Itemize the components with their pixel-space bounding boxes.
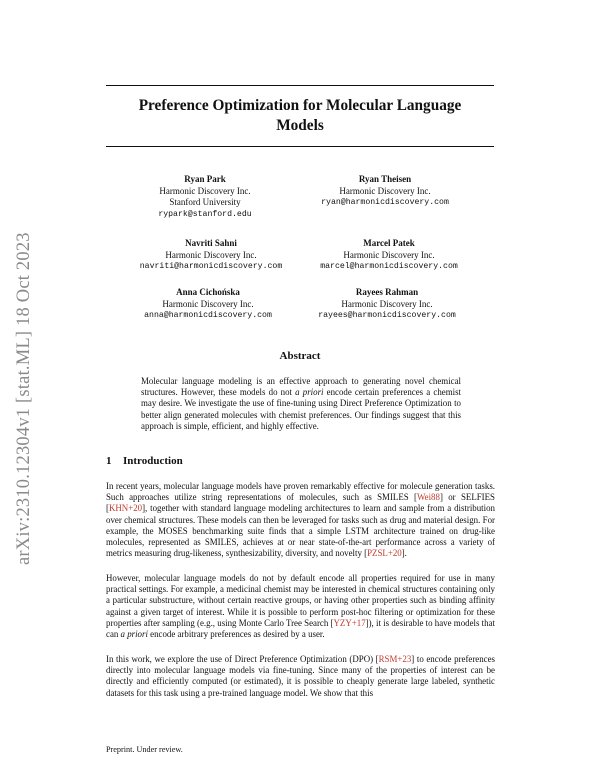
author-name: Ryan Theisen: [358, 174, 412, 184]
emphasis: a priori: [295, 387, 324, 398]
author-email: anna@harmonicdiscovery.com: [144, 311, 272, 320]
intro-paragraph-1: In recent years, molecular language models have proven remarkably effective for molecule generation tasks. Such approaches utilize string representations of molecules, such as SMILES [Wei88] or SELFIES [KHN+20], together with standard language modeling architectures to learn and sample from a distribution over chemical structures. These models can then be leveraged for tasks such as drug and material design. For example, the MOSES benchmarking suite finds that a simple LSTM architecture trained on drug-like molecules, represented as SMILES, achieves at or near state-of-the-art performance across a variety of metrics measuring drug-likeness, synthesizability, diversity, and novelty [PZSL+20].: [106, 481, 495, 559]
author-name: Anna Cichońska: [176, 287, 240, 297]
abstract-body: Molecular language modeling is an effective approach to generating novel chemical structures. However, these models do not a priori encode certain preferences a chemist may desire. We investigate the use of fine-tuning using Direct Preference Optimization to better align generated molecules with chemist preferences. Our findings suggest that this approach is simple, efficient, and highly effective.: [141, 376, 461, 431]
author-marcel-patek: [289, 238, 489, 273]
citation-link[interactable]: Wei88: [416, 492, 440, 503]
author-name: Ryan Park: [184, 174, 226, 184]
footer-note: Preprint. Under review.: [106, 745, 183, 754]
citation-link[interactable]: YZY+17: [333, 617, 366, 628]
author-name: Navriti Sahni: [185, 238, 237, 248]
author-navriti-sahni: [111, 238, 311, 273]
author-rayees-rahman: [287, 287, 487, 322]
author-affiliation: Harmonic Discovery Inc.: [341, 298, 433, 309]
citation-link[interactable]: PZSL+20: [367, 548, 402, 559]
author-affiliation: Harmonic Discovery Inc.: [165, 249, 257, 260]
abstract-heading: Abstract: [279, 350, 321, 362]
author-affiliation: Harmonic Discovery Inc.: [339, 185, 431, 196]
author-email: marcel@harmonicdiscovery.com: [320, 262, 458, 271]
paper-title: [106, 96, 494, 136]
author-affiliation: Harmonic Discovery Inc.: [343, 249, 435, 260]
author-affiliation: Harmonic Discovery Inc.: [159, 185, 251, 196]
author-affiliation: Harmonic Discovery Inc.: [162, 298, 254, 309]
intro-paragraph-3: In this work, we explore the use of Direct Preference Optimization (DPO) [RSM+23] to encode preferences directly into molecular language models via fine-tuning. Since many of the properties of interest can be directly and efficiently computed (or estimated), it is possible to cheaply generate large labeled, synthetic datasets for this task using a pre-trained language model. We show that this: [106, 654, 496, 698]
author-affiliation-2: Stanford University: [169, 197, 241, 207]
author-anna-cichonska: [108, 287, 308, 322]
arxiv-identifier: arXiv:2310.12304v1 [stat.ML] 18 Oct 2023: [14, 232, 34, 565]
author-email: ryan@harmonicdiscovery.com: [321, 198, 449, 207]
author-ryan-park: [105, 174, 305, 220]
title-line-2: Models: [276, 117, 324, 134]
author-email: rayees@harmonicdiscovery.com: [318, 311, 456, 320]
author-name: Rayees Rahman: [355, 287, 419, 297]
intro-paragraph-2: However, molecular language models do not by default encode all properties required for use in many practical settings. For example, a medicinal chemist may be interested in chemical structures containing only a particular substructure, without certain reactive groups, or having other properties such as binding affinity against a given target of interest. While it is possible to perform post-hoc filtering or optimization for these properties after sampling (e.g., using Monte Carlo Tree Search [YZY+17]), it is desirable to have models that can a priori encode arbitrary preferences as desired by a user.: [106, 573, 495, 640]
citation-link[interactable]: RSM+23: [378, 654, 412, 664]
author-ryan-theisen: [285, 174, 485, 209]
author-email: navriti@harmonicdiscovery.com: [139, 262, 283, 271]
author-name: Marcel Patek: [363, 238, 415, 248]
section-number: 1: [106, 455, 112, 467]
emphasis: a priori: [120, 629, 148, 640]
title-top-rule: [106, 85, 494, 86]
section-title: Introduction: [123, 455, 183, 467]
author-email: rypark@stanford.edu: [158, 209, 252, 219]
citation-link[interactable]: KHN+20: [108, 503, 143, 514]
title-line-1: Preference Optimization for Molecular Language: [138, 97, 462, 114]
title-bottom-rule: [106, 146, 494, 147]
section-heading-introduction: [106, 455, 183, 467]
